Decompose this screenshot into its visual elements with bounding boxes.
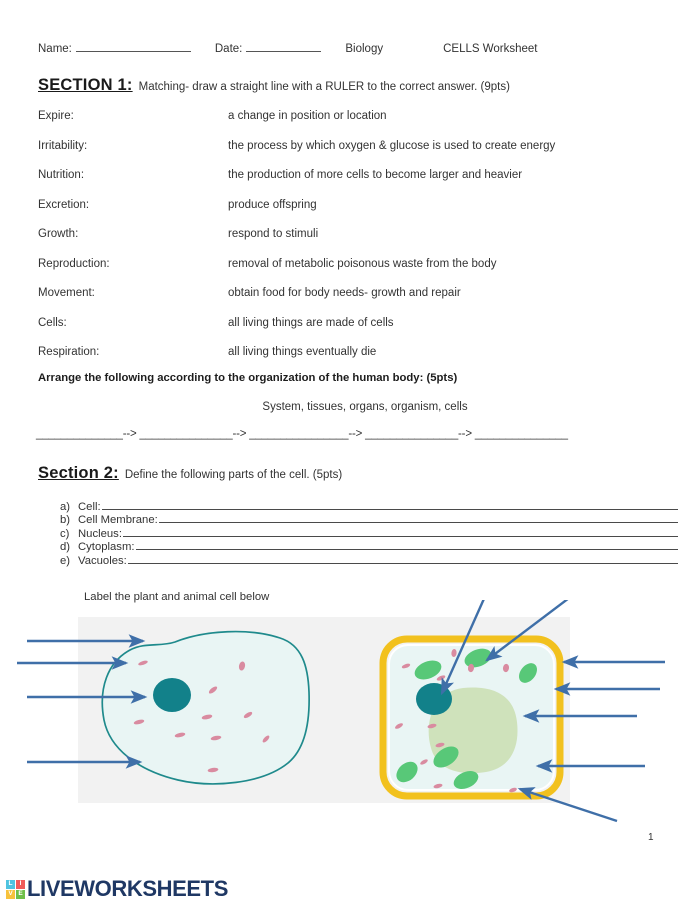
subject-label: Biology xyxy=(345,43,384,55)
arrange-blanks[interactable]: ______________--> _______________--> ________________--> _______________--> _______________ xyxy=(36,428,568,440)
define-row xyxy=(60,540,678,553)
cell-diagram xyxy=(0,600,700,850)
section-1-instruction: Matching- draw a straight line with a RULER to the correct answer. (9pts) xyxy=(138,81,510,93)
page-title: CELLS Worksheet xyxy=(443,43,538,55)
matching-term[interactable]: Movement: xyxy=(38,287,95,299)
arrange-word-bank: System, tissues, organs, organism, cells xyxy=(262,401,468,413)
worksheet-header xyxy=(38,40,670,55)
name-blank[interactable] xyxy=(76,40,191,52)
define-answer-blank[interactable] xyxy=(102,500,678,510)
define-marker: e) xyxy=(60,554,71,567)
logo-tile-l: L xyxy=(6,880,15,889)
matching-term[interactable]: Nutrition: xyxy=(38,169,85,181)
define-marker: a) xyxy=(60,501,71,513)
define-term: Vacuoles: xyxy=(78,554,127,567)
matching-definition[interactable]: the production of more cells to become larger and heavier xyxy=(228,169,523,181)
define-row xyxy=(60,554,678,567)
define-term: Nucleus: xyxy=(78,527,122,540)
matching-definition[interactable]: the process by which oxygen & glucose is used to create energy xyxy=(228,139,556,152)
define-term: Cell: xyxy=(78,501,101,513)
define-row xyxy=(60,500,678,513)
matching-term[interactable]: Respiration: xyxy=(38,346,100,358)
matching-definition[interactable]: a change in position or location xyxy=(228,110,387,122)
section-2-instruction: Define the following parts of the cell. (5pts) xyxy=(124,469,343,481)
logo-tile-e: E xyxy=(16,890,25,899)
animal-cell xyxy=(17,632,309,784)
define-answer-blank[interactable] xyxy=(123,527,678,537)
section-2-heading xyxy=(38,464,342,483)
liveworksheets-logo-icon xyxy=(6,880,25,899)
matching-row xyxy=(38,110,680,140)
matching-definition[interactable]: removal of metabolic poisonous waste from the body xyxy=(228,257,497,270)
liveworksheets-brand: LIVEWORKSHEETS xyxy=(27,876,228,901)
matching-row xyxy=(38,258,680,288)
logo-tile-v: V xyxy=(6,890,15,899)
define-marker: d) xyxy=(60,541,71,554)
page-number: 1 xyxy=(648,832,654,843)
matching-definition[interactable]: all living things are made of cells xyxy=(228,316,394,329)
matching-row xyxy=(38,228,680,258)
date-blank[interactable] xyxy=(246,40,321,52)
define-term: Cell Membrane: xyxy=(78,514,158,527)
define-list xyxy=(60,500,678,567)
define-term: Cytoplasm: xyxy=(78,541,135,554)
define-marker: c) xyxy=(60,527,70,540)
matching-row xyxy=(38,169,680,199)
matching-row xyxy=(38,317,680,347)
matching-row xyxy=(38,287,680,317)
matching-term[interactable]: Excretion: xyxy=(38,198,90,211)
arrange-question: Arrange the following according to the organization of the human body: (5pts) xyxy=(38,372,458,384)
date-label: Date: xyxy=(214,43,243,55)
section-2-title: Section 2: xyxy=(38,464,119,482)
plant-nucleus xyxy=(416,683,452,715)
matching-definition[interactable]: respond to stimuli xyxy=(228,228,319,240)
diagram-instruction: Label the plant and animal cell below xyxy=(84,591,270,603)
define-row xyxy=(60,513,678,526)
matching-definition[interactable]: produce offspring xyxy=(228,198,317,211)
matching-term[interactable]: Expire: xyxy=(38,110,74,122)
define-answer-blank[interactable] xyxy=(128,554,678,564)
section-1-title: SECTION 1: xyxy=(38,76,133,94)
name-label: Name: xyxy=(38,43,72,55)
define-marker: b) xyxy=(60,514,71,527)
animal-nucleus xyxy=(153,678,191,712)
define-answer-blank[interactable] xyxy=(136,540,678,550)
define-answer-blank[interactable] xyxy=(159,513,678,523)
matching-term[interactable]: Cells: xyxy=(38,316,67,329)
define-row xyxy=(60,527,678,540)
logo-tile-i: I xyxy=(16,880,25,889)
matching-definition[interactable]: all living things eventually die xyxy=(228,346,377,358)
liveworksheets-footer[interactable] xyxy=(6,876,228,902)
matching-definition[interactable]: obtain food for body needs- growth and repair xyxy=(228,287,461,299)
matching-row xyxy=(38,140,680,170)
matching-row xyxy=(38,199,680,229)
matching-list xyxy=(38,110,680,376)
matching-term[interactable]: Reproduction: xyxy=(38,257,110,270)
matching-term[interactable]: Irritability: xyxy=(38,139,88,152)
plant-nucleus-group xyxy=(416,683,452,715)
matching-term[interactable]: Growth: xyxy=(38,228,79,240)
section-1-heading xyxy=(38,76,510,95)
